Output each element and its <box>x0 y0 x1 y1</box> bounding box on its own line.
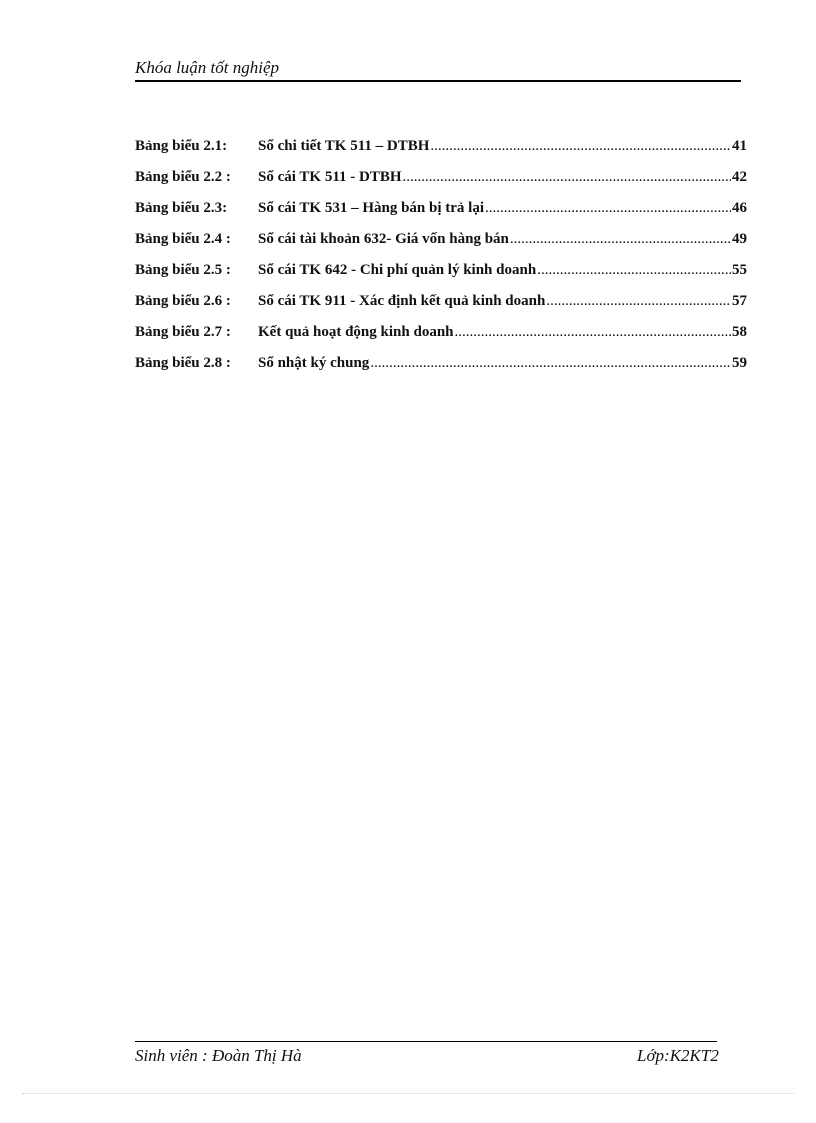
toc-entry-title: Sổ cái TK 911 - Xác định kết quả kinh doanh <box>258 293 546 309</box>
toc-entry-page: 55 <box>732 262 747 278</box>
toc-dot-leader <box>370 351 731 375</box>
toc-entry <box>135 165 747 196</box>
toc-dot-leader <box>485 196 731 220</box>
toc-entry <box>135 289 747 320</box>
toc-entry <box>135 196 747 227</box>
toc-entry-page: 59 <box>732 355 747 371</box>
toc-entry-label: Bảng biểu 2.2 : <box>135 169 231 185</box>
toc-entry <box>135 227 747 258</box>
toc-entry-title: Sổ chi tiết TK 511 – DTBH <box>258 138 430 154</box>
toc-entry-page: 49 <box>732 231 747 247</box>
header-title: Khóa luận tốt nghiệp <box>135 58 280 77</box>
toc-entry-title: Sổ nhật ký chung <box>258 355 370 371</box>
footer-student: Sinh viên : Đoàn Thị Hà <box>135 1046 302 1065</box>
toc-entry <box>135 320 747 351</box>
toc-dot-leader <box>537 258 731 282</box>
toc-dot-leader <box>403 165 732 189</box>
page-bottom-edge <box>22 1093 794 1094</box>
toc-entry-label: Bảng biểu 2.5 : <box>135 262 231 278</box>
toc-entry-page: 57 <box>732 293 747 309</box>
toc-dot-leader <box>510 227 731 251</box>
table-of-figures <box>135 134 747 382</box>
toc-entry-page: 58 <box>732 324 747 340</box>
toc-entry-page: 41 <box>732 138 747 154</box>
toc-entry <box>135 258 747 289</box>
toc-dot-leader <box>430 134 731 158</box>
toc-entry-label: Bảng biểu 2.6 : <box>135 293 231 309</box>
toc-entry-label: Bảng biểu 2.1: <box>135 138 228 154</box>
page-header <box>135 58 741 82</box>
toc-entry-label: Bảng biểu 2.3: <box>135 200 228 216</box>
toc-entry-title: Sổ cái tài khoản 632- Giá vốn hàng bán <box>258 231 509 247</box>
toc-entry-page: 46 <box>732 200 747 216</box>
toc-entry-title: Sổ cái TK 531 – Hàng bán bị trả lại <box>258 200 485 216</box>
toc-entry-label: Bảng biểu 2.8 : <box>135 355 231 371</box>
toc-dot-leader <box>455 320 732 344</box>
toc-entry <box>135 351 747 382</box>
footer-divider <box>135 1041 717 1042</box>
toc-entry-title: Kết quả hoạt động kinh doanh <box>258 324 454 340</box>
toc-entry-page: 42 <box>732 169 747 185</box>
footer-class: Lớp:K2KT2 <box>637 1046 719 1065</box>
toc-entry-label: Bảng biểu 2.4 : <box>135 231 231 247</box>
toc-entry <box>135 134 747 165</box>
toc-entry-label: Bảng biểu 2.7 : <box>135 324 231 340</box>
toc-entry-title: Sổ cái TK 642 - Chi phí quản lý kinh doanh <box>258 262 537 278</box>
toc-dot-leader <box>546 289 731 313</box>
toc-entry-title: Sổ cái TK 511 - DTBH <box>258 169 402 185</box>
